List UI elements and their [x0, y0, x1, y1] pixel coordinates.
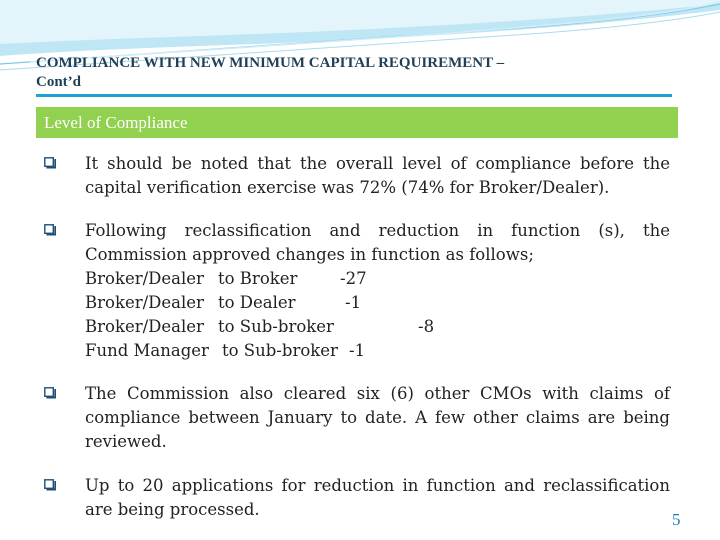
- checkbox-bullet-icon: [44, 387, 56, 399]
- bullet-intro-text: Following reclassification and reduction in function (s), the Commission approved changes in function as follows;: [85, 221, 670, 264]
- bullet-text: The Commission also cleared six (6) other CMOs with claims of compliance between January to date. A few other claims are being reviewed.: [85, 384, 670, 451]
- change-count: -8: [418, 317, 435, 336]
- change-to: to Dealer: [218, 293, 296, 312]
- title-divider: [36, 94, 672, 97]
- slide-title-line1: COMPLIANCE WITH NEW MINIMUM CAPITAL REQUIREMENT –: [36, 55, 505, 71]
- change-count: -1: [349, 341, 366, 360]
- change-from: Fund Manager: [85, 341, 209, 360]
- change-to: to Broker: [218, 269, 298, 288]
- section-header-bar: [36, 107, 678, 138]
- change-from: Broker/Dealer: [85, 293, 204, 312]
- change-to: to Sub-broker: [222, 341, 338, 360]
- bullet-text: [85, 219, 670, 363]
- change-count: -27: [340, 269, 367, 288]
- function-change-row: [85, 339, 670, 363]
- bullet-text: Up to 20 applications for reduction in function and reclassification are being processed.: [85, 476, 670, 519]
- slide-title-line2: Cont’d: [36, 74, 82, 90]
- slide-title: [36, 54, 676, 92]
- function-change-row: [85, 291, 670, 315]
- function-change-row: [85, 315, 670, 339]
- change-from: Broker/Dealer: [85, 317, 204, 336]
- checkbox-bullet-icon: [44, 479, 56, 491]
- bullet-text: It should be noted that the overall level of compliance before the capital verification exercise was 72% (74% for Broker/Dealer).: [85, 154, 670, 197]
- change-to: to Sub-broker: [218, 317, 334, 336]
- section-header-label: Level of Compliance: [44, 113, 188, 132]
- change-from: Broker/Dealer: [85, 269, 204, 288]
- checkbox-bullet-icon: [44, 224, 56, 236]
- checkbox-bullet-icon: [44, 157, 56, 169]
- function-change-row: [85, 267, 670, 291]
- change-count: -1: [345, 293, 362, 312]
- page-number: 5: [672, 510, 681, 529]
